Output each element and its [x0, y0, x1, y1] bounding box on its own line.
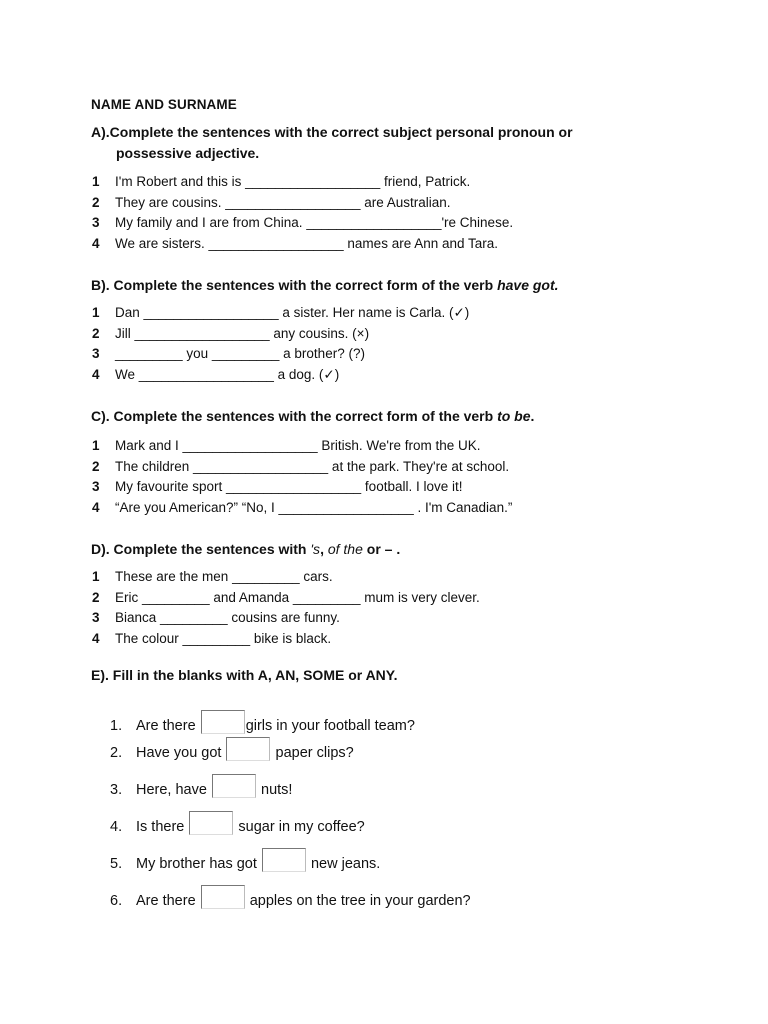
item-text-before: Have you got	[136, 745, 222, 761]
item-number: 2	[92, 194, 100, 210]
list-item	[110, 885, 471, 910]
item-text[interactable]: These are the men _________ cars.	[115, 569, 333, 584]
item-number: 3	[92, 346, 100, 362]
list-item	[110, 737, 354, 762]
item-number: 1	[92, 174, 100, 189]
list-item	[92, 436, 512, 457]
answer-box[interactable]	[212, 774, 256, 798]
item-number: 4.	[110, 819, 123, 835]
section-c-list	[92, 436, 512, 518]
item-text[interactable]: My favourite sport __________________ football. I love it!	[115, 479, 463, 495]
item-number: 3	[92, 479, 100, 495]
item-text-before: My brother has got	[136, 856, 257, 872]
item-text-before: Here, have	[136, 782, 207, 798]
item-text-before: Are there	[136, 718, 196, 734]
list-item	[92, 629, 480, 650]
item-text[interactable]: We __________________ a dog. (✓)	[115, 366, 340, 382]
section-a-heading-line2: possessive adjective.	[116, 145, 260, 161]
item-text[interactable]: The children __________________ at the park. They're at school.	[115, 458, 510, 474]
section-c-heading-emphasis: to be	[497, 408, 531, 424]
item-number: 4	[92, 630, 100, 646]
list-item	[110, 774, 292, 799]
section-a-heading	[91, 122, 651, 164]
item-text[interactable]: Jill __________________ any cousins. (×)	[115, 325, 370, 341]
item-number: 4	[92, 235, 100, 251]
item-number: 3	[92, 610, 100, 626]
item-number: 4	[92, 366, 100, 382]
section-c-heading	[91, 406, 651, 427]
list-item	[92, 324, 469, 345]
list-item	[92, 477, 512, 498]
list-item	[92, 498, 512, 519]
section-c-heading-period: .	[530, 408, 535, 424]
section-b-heading-text: B). Complete the sentences with the correct form of the verb	[91, 277, 498, 293]
answer-box[interactable]	[226, 737, 270, 761]
list-item	[92, 567, 480, 588]
item-text-after: sugar in my coffee?	[238, 819, 365, 835]
list-item	[92, 608, 480, 629]
section-d-heading-possessive: 's	[310, 541, 321, 557]
list-item	[92, 344, 469, 365]
section-b-heading-emphasis: have got.	[497, 277, 559, 293]
section-c-heading-text: C). Complete the sentences with the correct form of the verb	[91, 408, 498, 424]
page-title: NAME AND SURNAME	[91, 97, 237, 112]
section-d-heading	[91, 539, 651, 560]
list-item	[110, 811, 365, 836]
answer-box[interactable]	[262, 848, 306, 872]
item-text[interactable]: We are sisters. __________________ names are Ann and Tara.	[115, 235, 499, 251]
section-d-heading-end: or – .	[362, 541, 401, 557]
item-text[interactable]: “Are you American?” “No, I __________________ . I'm Canadian.”	[115, 499, 513, 515]
section-d-heading-text: D). Complete the sentences with	[91, 541, 311, 557]
item-text-after: paper clips?	[275, 745, 354, 761]
list-item	[92, 213, 513, 234]
list-item	[92, 303, 469, 324]
item-text[interactable]: They are cousins. __________________ are Australian.	[115, 194, 451, 210]
item-number: 3	[92, 215, 100, 231]
item-number: 2	[92, 458, 100, 474]
item-number: 1.	[110, 718, 123, 734]
item-number: 1	[92, 438, 100, 453]
item-text-after: apples on the tree in your garden?	[249, 893, 471, 909]
item-number: 2	[92, 589, 100, 605]
item-number: 2	[92, 325, 100, 341]
section-b-heading	[91, 275, 651, 296]
item-text[interactable]: My family and I are from China. __________________'re Chinese.	[115, 215, 514, 231]
item-number: 1	[92, 569, 100, 584]
item-number: 1	[92, 305, 100, 320]
item-number: 2.	[110, 745, 123, 761]
item-text[interactable]: Eric _________ and Amanda _________ mum is very clever.	[115, 589, 480, 605]
item-text[interactable]: Bianca _________ cousins are funny.	[115, 610, 340, 626]
item-text-before: Is there	[136, 819, 185, 835]
section-d-list	[92, 567, 480, 649]
list-item	[110, 848, 380, 873]
list-item	[92, 365, 469, 386]
item-text-before: Are there	[136, 893, 196, 909]
item-number: 5.	[110, 856, 123, 872]
list-item	[92, 193, 513, 214]
item-number: 3.	[110, 782, 123, 798]
list-item	[92, 588, 480, 609]
item-text-after: nuts!	[261, 782, 293, 798]
item-text[interactable]: I'm Robert and this is __________________ friend, Patrick.	[115, 174, 471, 189]
item-text-after: girls in your football team?	[245, 718, 415, 734]
answer-box[interactable]	[189, 811, 233, 835]
list-item	[92, 172, 513, 193]
item-number: 6.	[110, 893, 123, 909]
item-text[interactable]: Dan __________________ a sister. Her name is Carla. (✓)	[115, 305, 470, 320]
section-d-heading-of-the: of the	[327, 541, 363, 557]
answer-box[interactable]	[201, 885, 245, 909]
section-d-heading-comma: ,	[320, 541, 328, 557]
list-item	[110, 710, 415, 735]
list-item	[92, 234, 513, 255]
section-e-heading: E). Fill in the blanks with A, AN, SOME or ANY.	[91, 667, 398, 683]
section-b-list	[92, 303, 469, 385]
item-text-after: new jeans.	[310, 856, 381, 872]
answer-box[interactable]	[201, 710, 245, 734]
item-text[interactable]: The colour _________ bike is black.	[115, 630, 332, 646]
item-text[interactable]: Mark and I __________________ British. We're from the UK.	[115, 438, 481, 453]
item-number: 4	[92, 499, 100, 515]
item-text[interactable]: _________ you _________ a brother? (?)	[115, 346, 365, 362]
list-item	[92, 457, 512, 478]
section-a-list	[92, 172, 513, 254]
section-a-heading-line1: A).Complete the sentences with the correct subject personal pronoun or	[91, 124, 573, 140]
